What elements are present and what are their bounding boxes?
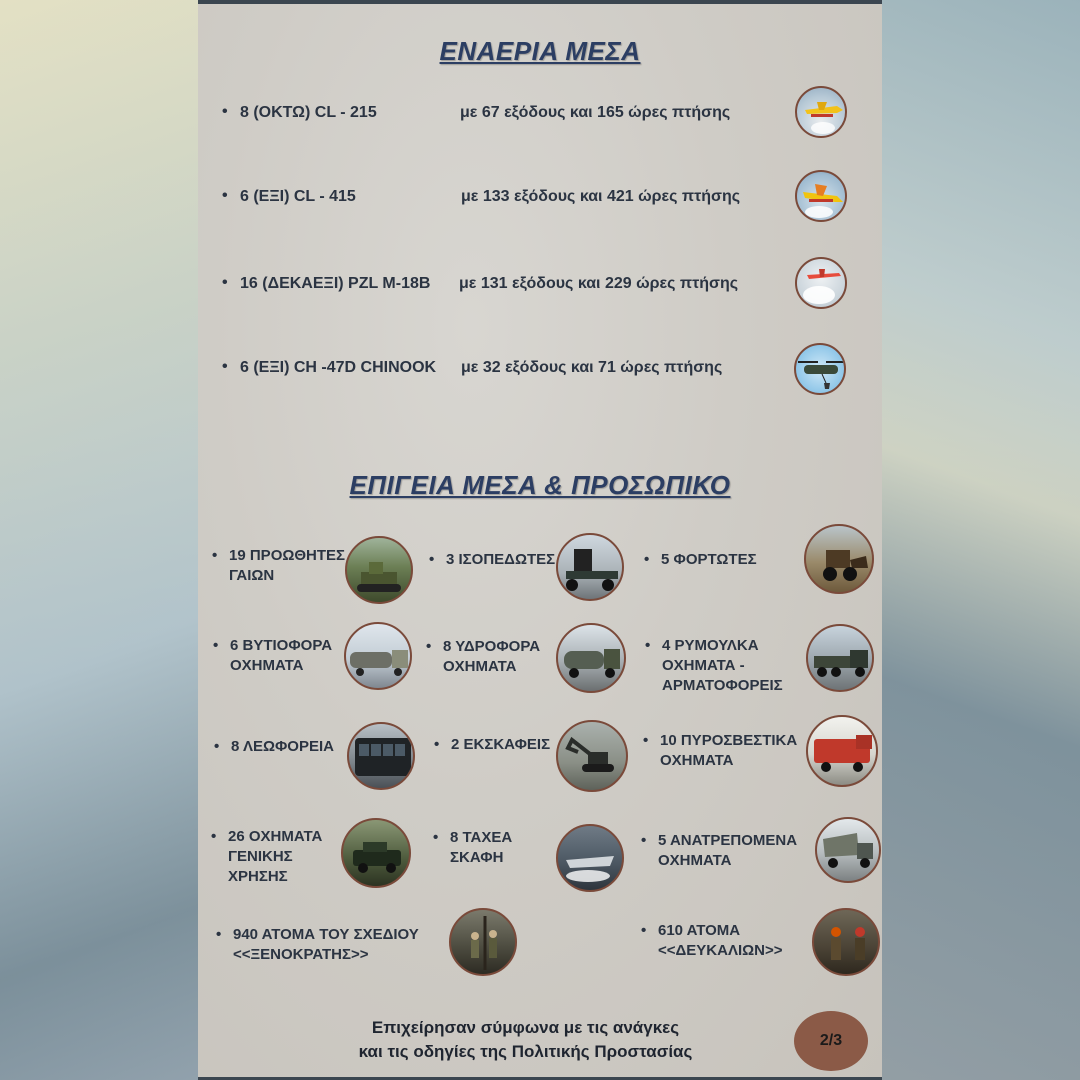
firefighters-icon [812,908,880,976]
firefighting-plane-icon [795,170,847,222]
background-right [882,0,1080,1080]
grader-icon [556,533,624,601]
air-section-title: ΕΝΑΕΡΙΑ ΜΕΣΑ [439,36,641,66]
ground-item-excavators: • 2 ΕΚΣΚΑΦΕΙΣ [451,735,571,755]
ground-item-earthmovers: • 19 ΠΡΟΩΘΗΤΕΣ ΓΑΙΩΝ [229,546,349,586]
tanker-truck-icon [344,622,412,690]
water-truck-icon [556,623,626,693]
air-item-stats: με 131 εξόδους και 229 ώρες πτήσης [459,275,739,292]
ground-item-deukalion-personnel: • 610 ΑΤΟΜΑ <<ΔΕΥΚΑΛΙΩΝ>> [658,921,808,961]
footer-line-1: Επιχείρησαν σύμφωνα με τις ανάγκες [371,1018,680,1037]
ground-item-fire-trucks: • 10 ΠΥΡΟΣΒΕΣΤΙΚΑ ΟΧΗΜΑΤΑ [660,731,810,771]
ground-item-tankers: • 6 ΒΥΤΙΟΦΟΡΑ ΟΧΗΜΑΤΑ [230,636,350,676]
bulldozer-icon [345,536,413,604]
soldiers-icon [449,908,517,976]
air-item-name: • 6 (ΕΞΙ) CH -47D CHINOOK [240,359,436,377]
air-item [198,86,882,146]
air-item [198,257,882,317]
ground-item-tow-transporters: • 4 ΡΥΜΟΥΛΚΑ ΟΧΗΜΑΤΑ - ΑΡΜΑΤΟΦΟΡΕΙΣ [662,636,804,696]
air-item-name: • 16 (ΔΕΚΑΕΞΙ) PZL M-18B [240,275,430,293]
jeep-icon [341,818,411,888]
air-item-name: • 6 (ΕΞΙ) CL - 415 [240,188,356,206]
air-item-stats: με 133 εξόδους και 421 ώρες πτήσης [461,188,741,205]
speedboat-icon [556,824,624,892]
ground-item-loaders: • 5 ΦΟΡΤΩΤΕΣ [661,550,781,570]
firefighting-plane-icon [795,86,847,138]
ground-item-buses: • 8 ΛΕΩΦΟΡΕΙΑ [231,737,351,757]
bus-icon [347,722,415,790]
excavator-icon [556,720,628,792]
ground-item-xenokratis-personnel: • 940 ΑΤΟΜΑ ΤΟΥ ΣΧΕΔΙΟΥ <<ΞΕΝΟΚΡΑΤΗΣ>> [233,925,438,965]
dump-truck-icon [815,817,881,883]
ground-section-title: ΕΠΙΓΕΙΑ ΜΕΣΑ & ΠΡΟΣΩΠΙΚΟ [349,470,731,500]
air-item-name: • 8 (ΟΚΤΩ) CL - 215 [240,104,377,122]
air-item-stats: με 32 εξόδους και 71 ώρες πτήσης [461,359,723,376]
crop-duster-plane-icon [795,257,847,309]
ground-item-dump-trucks: • 5 ΑΝΑΤΡΕΠΟΜΕΝΑ ΟΧΗΜΑΤΑ [658,831,818,871]
air-item [198,341,882,401]
air-item [198,170,882,230]
ground-item-general-vehicles: • 26 ΟΧΗΜΑΤΑ ΓΕΝΙΚΗΣ ΧΡΗΣΗΣ [228,827,343,887]
content-panel [198,0,882,1080]
fire-truck-icon [806,715,878,787]
tow-truck-icon [806,624,874,692]
footer-note [298,1016,753,1064]
footer-line-2: και τις οδηγίες της Πολιτικής Προστασίας [358,1042,693,1061]
background-left [0,0,200,1080]
ground-item-water-trucks: • 8 ΥΔΡΟΦΟΡΑ ΟΧΗΜΑΤΑ [443,637,568,677]
ground-item-graders: • 3 ΙΣΟΠΕΔΩΤΕΣ [446,550,566,570]
loader-icon [804,524,874,594]
page-indicator-badge: 2/3 [794,1011,868,1071]
air-item-stats: με 67 εξόδους και 165 ώρες πτήσης [460,104,731,121]
ground-item-speedboats: • 8 ΤΑΧΕΑ ΣΚΑΦΗ [450,828,530,868]
helicopter-icon [794,343,846,395]
